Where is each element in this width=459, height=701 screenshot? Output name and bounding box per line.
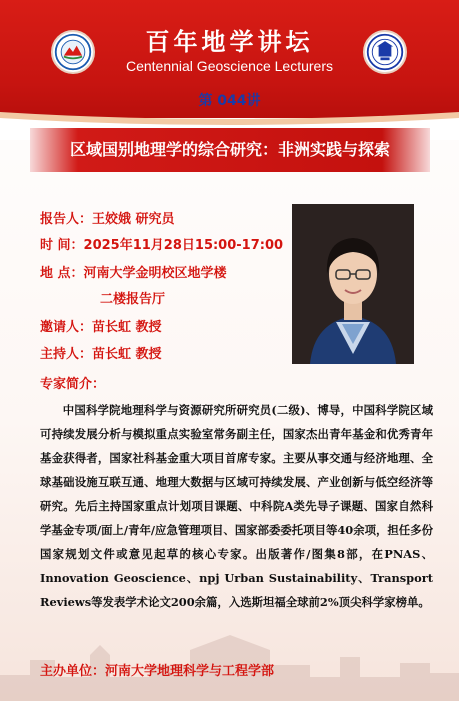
time-value: 2025年11月28日15:00-17:00 [83, 238, 284, 253]
lecture-title: 区域国别地理学的综合研究：非洲实践与探索 [69, 140, 390, 159]
host-label: 主持人： [40, 347, 93, 362]
speaker-row [40, 208, 175, 227]
bio-text-block [40, 398, 433, 614]
bio-heading: 专家简介： [40, 377, 106, 392]
inviter-label: 邀请人： [40, 320, 93, 335]
inviter-row [40, 316, 162, 335]
speaker-value: 王姣娥 研究员 [92, 212, 175, 227]
time-row [40, 234, 283, 253]
location-label: 地 点： [40, 266, 84, 281]
location-row-2 [100, 288, 165, 307]
host-row [40, 343, 162, 362]
host-value: 苗长虹 教授 [92, 347, 162, 362]
speaker-label: 报告人： [40, 212, 93, 227]
time-label: 时 间： [40, 238, 84, 253]
series-title-english: Centennial Geoscience Lecturers [125, 58, 333, 74]
skyline-decoration [0, 615, 459, 701]
speaker-photo [292, 204, 414, 364]
inviter-value: 苗长虹 教授 [92, 320, 162, 335]
location-row [40, 262, 227, 281]
location-value: 河南大学金明校区地学楼 [83, 266, 227, 281]
location-value-2: 二楼报告厅 [100, 292, 166, 307]
issue-number: 第 044讲 [198, 93, 261, 109]
series-title: 百年地学讲坛 [145, 28, 314, 56]
organizer: 主办单位：河南大学地理科学与工程学部 [40, 664, 275, 679]
bio-paragraph: 中国科学院地理科学与资源研究所研究员(二级)、博导，中国科学院区域可持续发展分析与模拟重点实验室常务副主任，国家杰出青年基金和优秀青年基金获得者，国家社科基金重大项目首席专家。主要从事交通与经济地理、全球基础设施互联互通、地理大数据与区域可持续发展、产业创新与低空经济等研究。先后主持国家重点计划项目课题、中科院A类先导子课题、国家自然科学基金专项/面上/青年/应急管理项目、国家部委委托项目等40余项，担任多份国家规划文件或意见起草的核心专家。出版著作/图集8部，在PNAS、Innovation Geoscience、npj Urban Sustainability、Transport Reviews等发表学术论文200余篇，入选斯坦福全球前2%顶尖科学家榜单。 [40, 403, 433, 609]
